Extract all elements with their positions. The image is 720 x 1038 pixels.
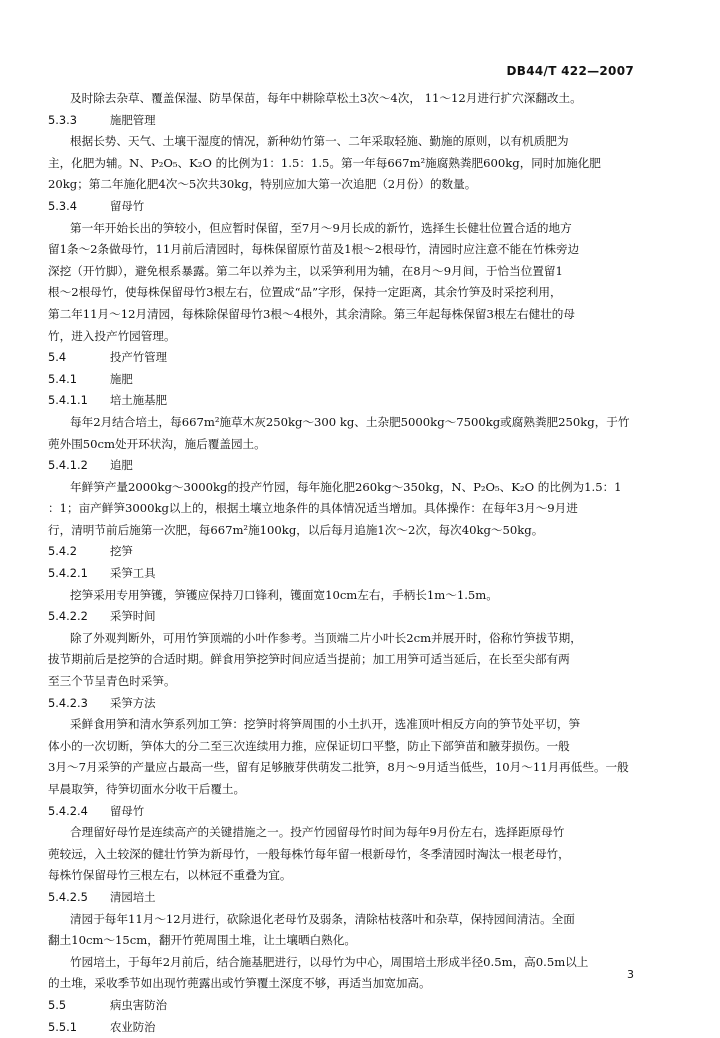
- section-heading: [48, 347, 638, 369]
- section-title: 培土施基肥: [110, 393, 167, 408]
- section-heading: [48, 995, 638, 1017]
- section-title: 投产竹管理: [110, 350, 167, 365]
- section-heading: [48, 541, 638, 563]
- section-number: 5.4: [48, 350, 67, 365]
- section-heading: [48, 563, 638, 585]
- section-title: 病虫害防治: [110, 997, 167, 1012]
- text-line: 及时除去杂草、覆盖保湿、防旱保苗，每年中耕除草松土3次～4次， 11～12月进行扩穴深翻改土。: [70, 91, 582, 105]
- section-heading: [48, 110, 638, 132]
- text-line: 年鲜笋产量2000kg～3000kg的投产竹园，每年施化肥260kg～350kg，N、P₂O₅、K₂O 的比例为1.5：1: [70, 479, 622, 494]
- section-number: 5.4.2.2: [48, 609, 88, 624]
- section-number: 5.4.2.4: [48, 803, 88, 818]
- text-line: 采鲜食用笋和清水笋系列加工笋：挖笋时将笋周围的小土扒开，选准顶叶相反方向的笋节处平切，笋: [70, 717, 581, 732]
- paragraph: [48, 822, 638, 887]
- text-line: 留1条～2条做母竹，11月前后清园时，每株保留原竹苗及1根～2根母竹，清园时应注意不能在竹株旁边: [48, 242, 580, 257]
- text-line: 合理留好母竹是连续高产的关键措施之一。投产竹园留母竹时间为每年9月份左右，选择距原母竹: [70, 825, 565, 840]
- text-line: 竹园培土，于每年2月前后，结合施基肥进行，以母竹为中心，周围培土形成半径0.5m，高0.5m以上: [70, 954, 589, 969]
- section-number: 5.4.1: [48, 371, 77, 386]
- section-title: 留母竹: [110, 803, 145, 818]
- text-line: 每株竹保留母竹三根左右，以林冠不重叠为宜。: [48, 868, 292, 883]
- paragraph: [48, 412, 638, 455]
- text-line: 主，化肥为辅。N、P₂O₅、K₂O 的比例为1：1.5：1.5。第一年每667m²施腐熟粪肥600kg，同时加施化肥: [48, 155, 601, 170]
- text-line: 根据长势、天气、土壤干湿度的情况，新种幼竹第一、二年采取轻施、勤施的原则，以有机质肥为: [70, 134, 569, 149]
- section-title: 采笋方法: [110, 695, 156, 710]
- text-line: 挖笋采用专用笋镬，笋镬应保持刀口锋利，镬面宽10cm左右，手柄长1m～1.5m。: [70, 587, 498, 602]
- text-line: 第二年11月～12月清园，每株除保留母竹3根～4根外，其余清除。第三年起每株保留3根左右健壮的母: [48, 306, 575, 321]
- text-line: ：1；亩产鲜笋3000kg以上的，根据土壤立地条件的具体情况适当增加。具体操作：在每年3月～9月进: [48, 501, 578, 516]
- standard-code: DB44/T 422—2007: [506, 64, 634, 78]
- paragraph: [48, 88, 638, 110]
- section-heading: [48, 455, 638, 477]
- section-title: 追肥: [110, 458, 133, 473]
- section-title: 农业防治: [110, 1019, 156, 1034]
- text-line: 除了外观判断外，可用竹笋顶端的小叶作参考。当顶端二片小叶长2cm并展开时，俗称竹笋拔节期，: [70, 630, 582, 645]
- section-heading: [48, 1017, 638, 1038]
- section-heading: [48, 887, 638, 909]
- text-line: 至三个节呈青色时采笋。: [48, 674, 176, 689]
- section-number: 5.4.1.2: [48, 458, 88, 473]
- text-line: 的土堆，采收季节如出现竹蔸露出或竹笋覆土深度不够，再适当加宽加高。: [48, 976, 431, 991]
- paragraph: [48, 218, 638, 348]
- text-line: 竹，进入投产竹园管理。: [48, 328, 176, 343]
- section-number: 5.4.2.5: [48, 889, 88, 904]
- section-number: 5.4.1.1: [48, 393, 88, 408]
- section-heading: [48, 390, 638, 412]
- text-line: 第一年开始长出的笋较小，但应暂时保留，至7月～9月长成的新竹，选择生长健壮位置合适的地方: [70, 220, 572, 235]
- section-title: 挖笋: [110, 544, 133, 559]
- section-number: 5.4.2.1: [48, 566, 88, 581]
- section-title: 采笋工具: [110, 566, 156, 581]
- section-title: 施肥管理: [110, 112, 156, 127]
- text-line: 体小的一次切断，笋体大的分二至三次连续用力推，应保证切口平整，防止下部笋苗和腋芽损伤。一般: [48, 738, 570, 753]
- section-heading: [48, 801, 638, 823]
- section-heading: [48, 196, 638, 218]
- section-title: 清园培土: [110, 889, 156, 904]
- section-number: 5.4.2: [48, 544, 77, 559]
- text-line: 3月～7月采笋的产量应占最高一些，留有足够腋芽供萌发二批笋，8月～9月适当低些，10月～11月再低些。一般: [48, 760, 629, 775]
- text-line: 20kg；第二年施化肥4次～5次共30kg，特别应加大第一次追肥（2月份）的数量。: [48, 177, 477, 192]
- paragraph: [48, 131, 638, 196]
- text-line: 深挖（开竹脚），避免根系暴露。第二年以养为主，以采笋利用为辅，在8月～9月间，于恰当位置留1: [48, 263, 563, 278]
- section-title: 采笋时间: [110, 609, 156, 624]
- paragraph: [48, 909, 638, 952]
- section-heading: [48, 369, 638, 391]
- section-number: 5.4.2.3: [48, 695, 88, 710]
- section-number: 5.5: [48, 997, 67, 1012]
- paragraph: [48, 714, 638, 800]
- paragraph: [48, 477, 638, 542]
- text-line: 翻土10cm～15cm，翻开竹蔸周围土堆，让土壤晒白熟化。: [48, 933, 356, 948]
- text-line: 拔节期前后是挖笋的合适时期。鲜食用笋挖笋时间应适当提前；加工用笋可适当延后，在长至尖部有两: [48, 652, 570, 667]
- paragraph: [48, 952, 638, 995]
- section-number: 5.3.3: [48, 112, 77, 127]
- section-title: 留母竹: [110, 198, 145, 213]
- text-line: 根～2根母竹，使每株保留母竹3根左右，位置成“品”字形，保持一定距离，其余竹笋及时采挖利用，: [48, 285, 562, 300]
- text-line: 蔸外围50cm处开环状沟，施后覆盖园土。: [48, 436, 266, 451]
- text-line: 行，清明节前后施第一次肥，每667m²施100kg，以后每月追施1次～2次，每次40kg～50kg。: [48, 522, 544, 537]
- section-number: 5.3.4: [48, 198, 77, 213]
- text-line: 早晨取笋，待笋切面水分收干后覆土。: [48, 782, 246, 796]
- text-line: 清园于每年11月～12月进行，砍除退化老母竹及弱条，清除枯枝落叶和杂草，保持园间清洁。全面: [70, 911, 575, 926]
- section-number: 5.5.1: [48, 1019, 77, 1034]
- paragraph: [48, 628, 638, 693]
- text-line: 每年2月结合培土，每667m²施草木灰250kg～300 kg、土杂肥5000kg～7500kg或腐熟粪肥250kg，于竹: [70, 414, 630, 429]
- section-title: 施肥: [110, 371, 133, 386]
- page-number: 3: [627, 968, 634, 981]
- section-heading: [48, 606, 638, 628]
- section-heading: [48, 693, 638, 715]
- paragraph: [48, 585, 638, 607]
- text-line: 蔸较远，入土较深的健壮竹笋为新母竹，一般每株竹每年留一根新母竹，冬季清园时淘汰一根老母竹，: [48, 846, 570, 861]
- document-body: [48, 88, 638, 1038]
